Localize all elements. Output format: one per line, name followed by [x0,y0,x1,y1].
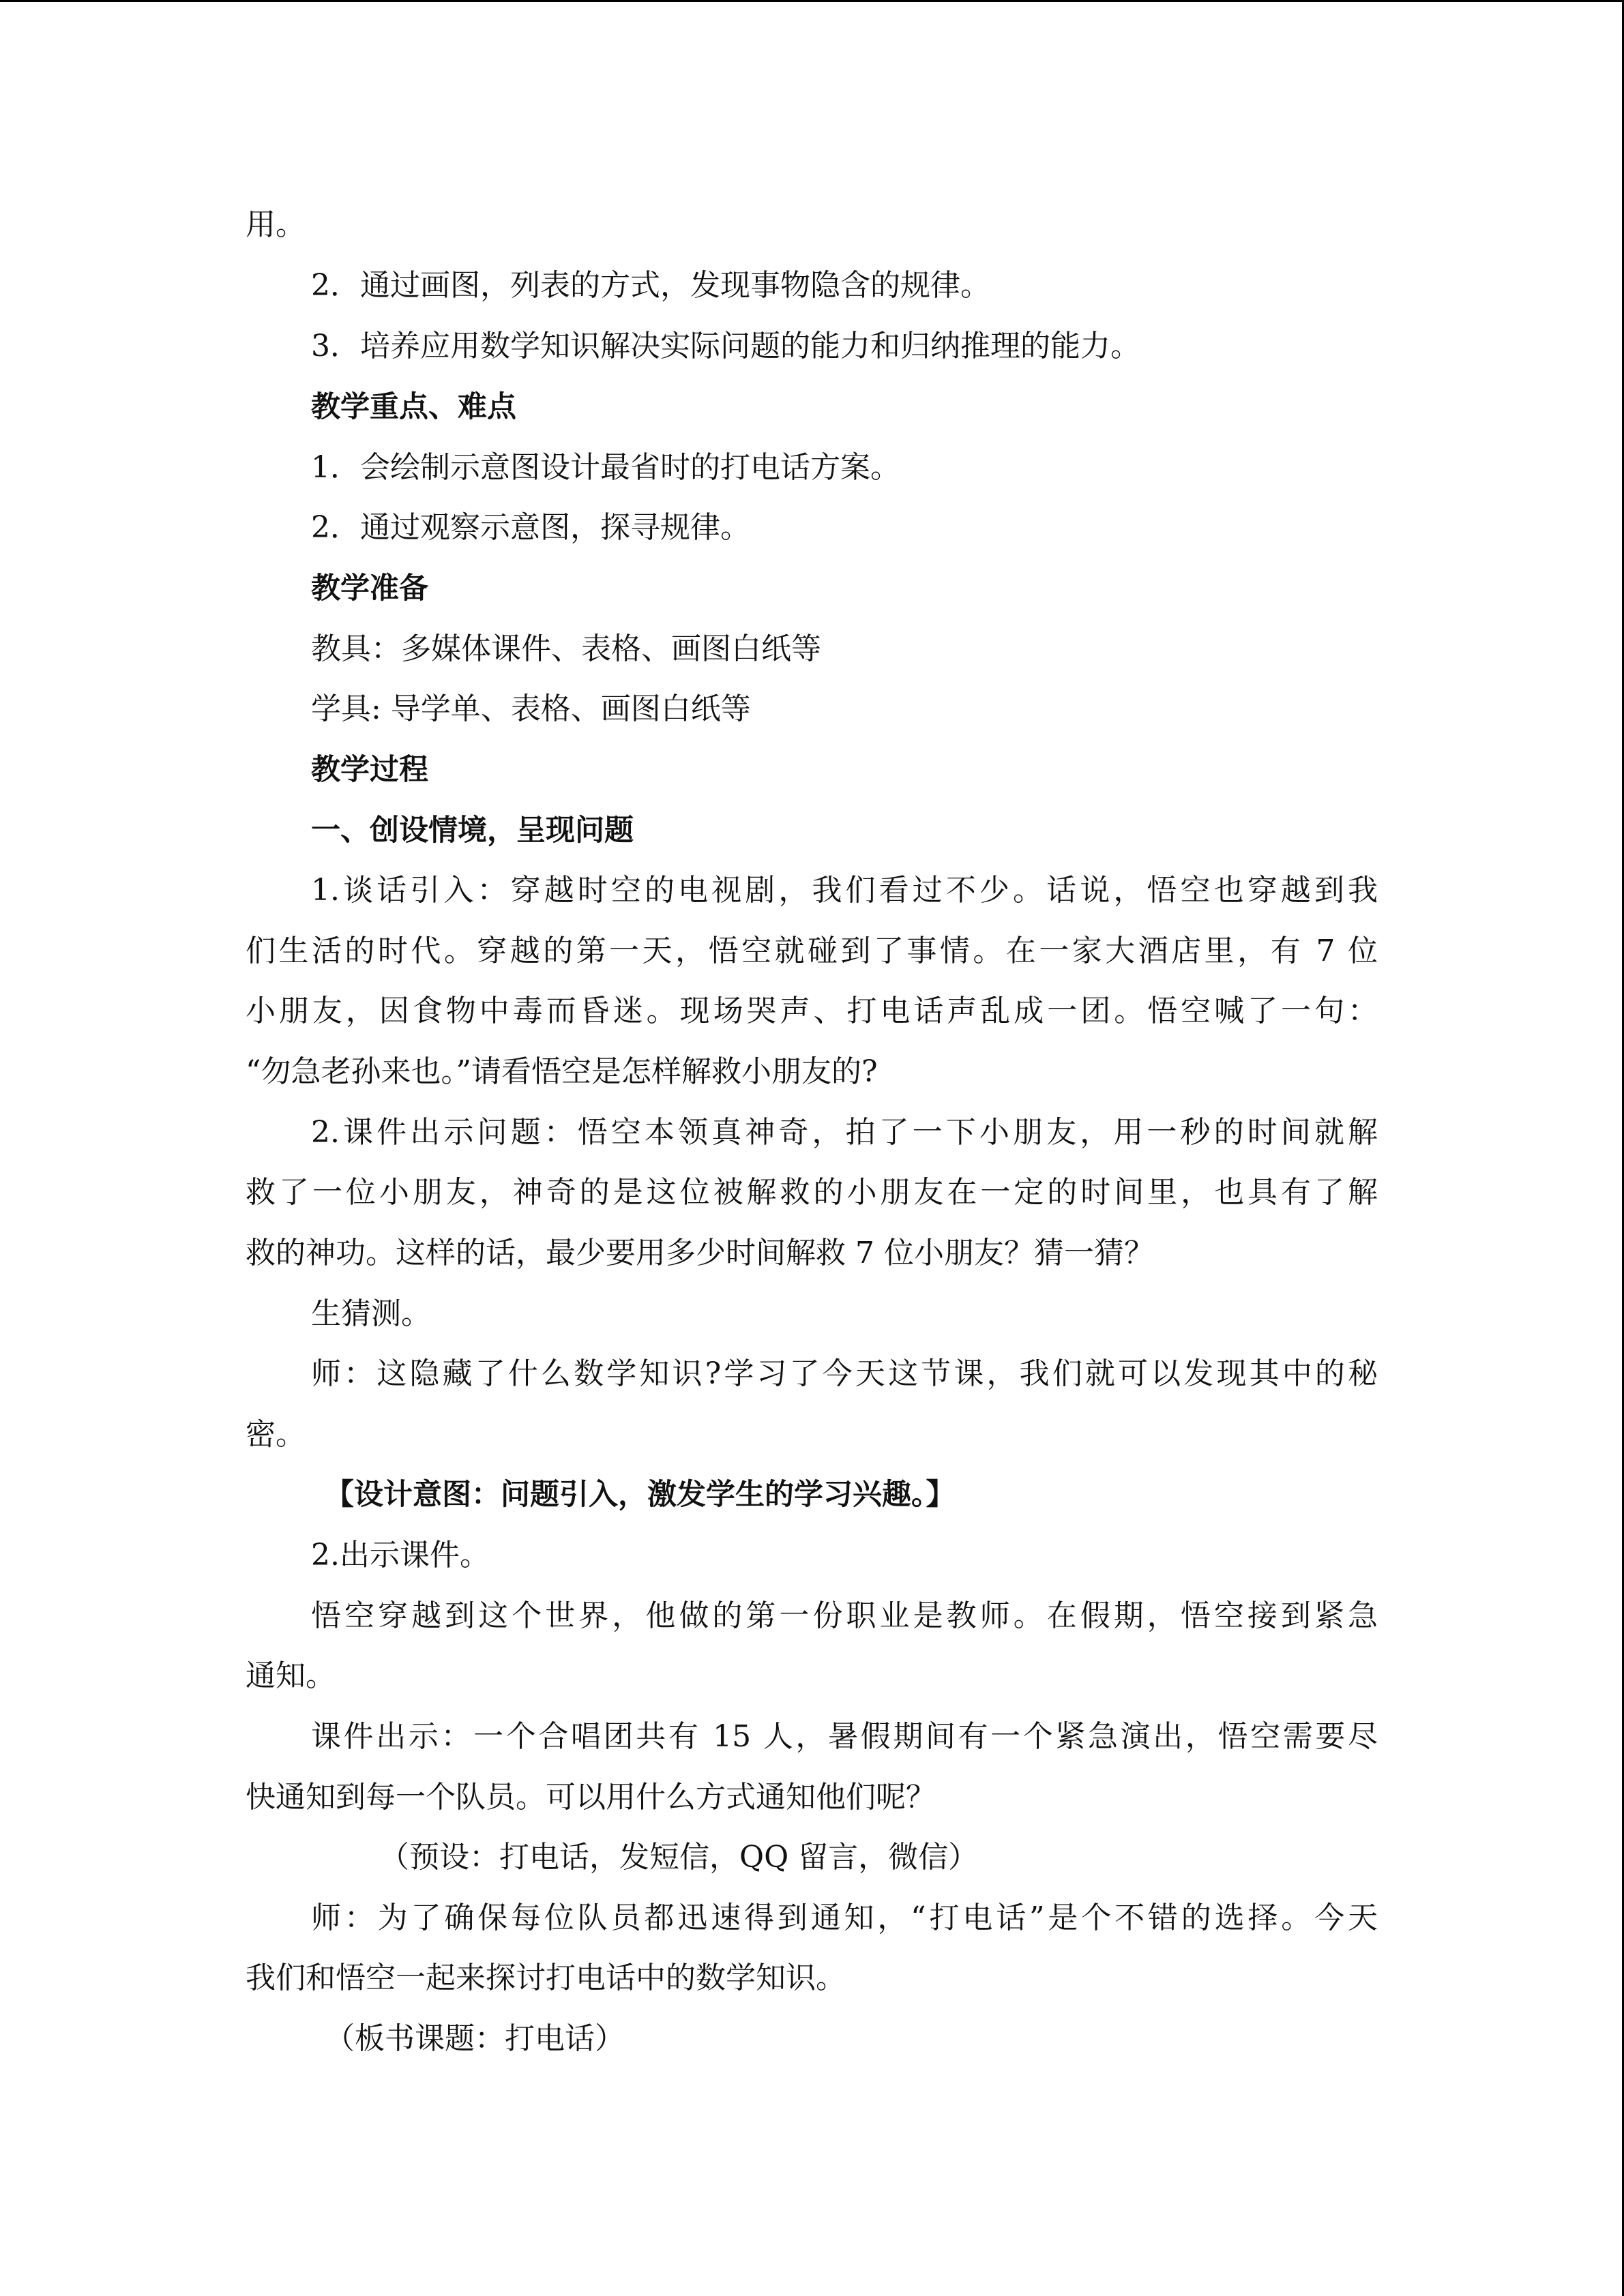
paragraph-1-line-4: “勿急老孙来也。”请看悟空是怎样解救小朋友的? [246,1054,878,1089]
paragraph-7-line-2: 快通知到每一个队员。可以用什么方式通知他们呢？ [246,1780,936,1815]
paragraph-1-line-1: 1.谈话引入：穿越时空的电视剧，我们看过不少。话说，悟空也穿越到我 [311,873,1378,908]
preparation-heading: 教学准备 [311,571,428,606]
paragraph-8: （预设：打电话，发短信，QQ 留言，微信） [379,1840,979,1875]
objective-item-3: 3．培养应用数学知识解决实际问题的能力和归纳推理的能力。 [311,329,1140,363]
page-top-border [0,0,1624,2]
paragraph-6-line-2: 通知。 [246,1658,336,1693]
design-intent: 【设计意图：问题引入，激发学生的学习兴趣。】 [325,1478,956,1512]
objective-item-2: 2．通过画图，列表的方式，发现事物隐含的规律。 [311,268,990,303]
objective-continuation: 用。 [246,207,306,242]
paragraph-2-line-3: 救的神功。这样的话，最少要用多少时间解救 7 位小朋友？猜一猜？ [246,1236,1154,1270]
paragraph-6-line-1: 悟空穿越到这个世界，他做的第一份职业是教师。在假期，悟空接到紧急 [311,1598,1378,1633]
paragraph-9-line-2: 我们和悟空一起来探讨打电话中的数学知识。 [246,1960,846,1995]
process-heading: 教学过程 [311,753,428,787]
paragraph-1-line-2: 们生活的时代。穿越的第一天，悟空就碰到了事情。在一家大酒店里，有 7 位 [246,934,1378,968]
paragraph-7-line-1: 课件出示：一个合唱团共有 15 人，暑假期间有一个紧急演出，悟空需要尽 [311,1719,1378,1754]
key-points-heading: 教学重点、难点 [311,390,516,424]
student-materials: 学具: 导学单、表格、画图白纸等 [311,691,751,726]
paragraph-9-line-1: 师：为了确保每位队员都迅速得到通知，“打电话”是个不错的选择。今天 [311,1900,1378,1935]
paragraph-5: 2.出示课件。 [311,1538,490,1572]
key-point-item-2: 2．通过观察示意图，探寻规律。 [311,510,750,545]
paragraph-3: 生猜测。 [311,1296,431,1331]
paragraph-4-line-2: 密。 [246,1417,306,1452]
key-point-item-1: 1．会绘制示意图设计最省时的打电话方案。 [311,450,900,485]
section-1-heading: 一、创设情境，呈现问题 [311,814,634,848]
paragraph-10: （板书课题：打电话） [325,2021,625,2056]
paragraph-4-line-1: 师：这隐藏了什么数学知识?学习了今天这节课，我们就可以发现其中的秘 [311,1356,1378,1391]
teacher-materials: 教具：多媒体课件、表格、画图白纸等 [311,631,821,666]
paragraph-2-line-1: 2.课件出示问题：悟空本领真神奇，拍了一下小朋友，用一秒的时间就解 [311,1115,1378,1150]
paragraph-2-line-2: 救了一位小朋友，神奇的是这位被解救的小朋友在一定的时间里，也具有了解 [246,1175,1378,1210]
paragraph-1-line-3: 小朋友，因食物中毒而昏迷。现场哭声、打电话声乱成一团。悟空喊了一句： [246,994,1378,1028]
